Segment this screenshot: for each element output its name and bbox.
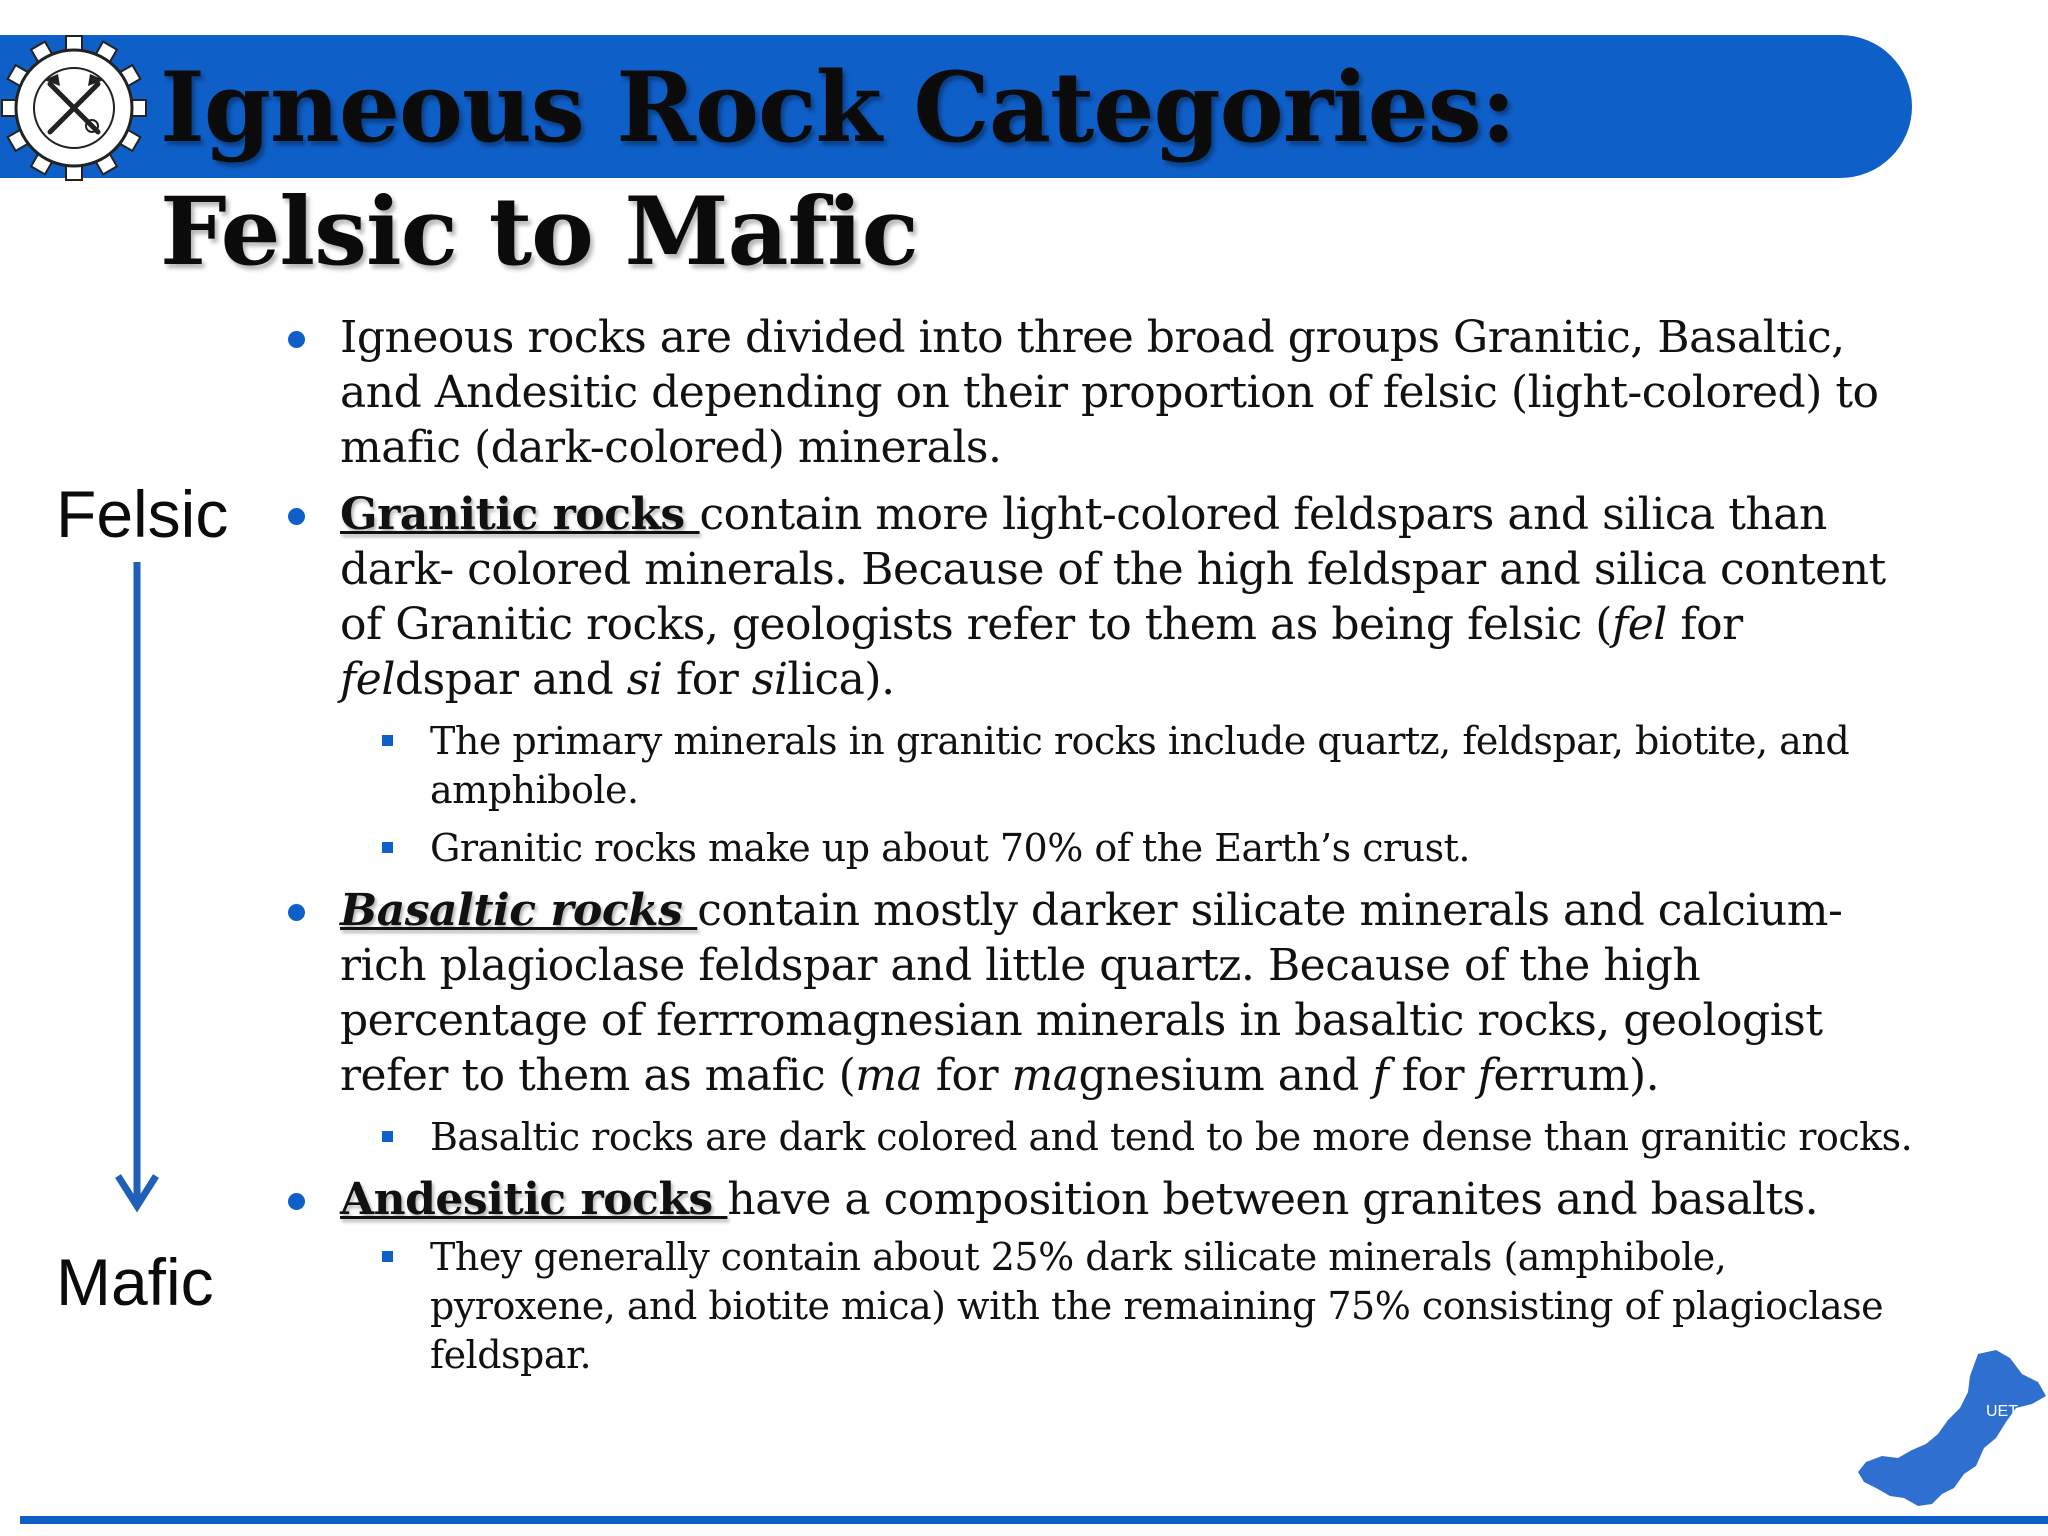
basaltic-text: for <box>922 1050 1012 1101</box>
term-basaltic-rocks: Basaltic rocks <box>340 885 698 936</box>
italic-f: f <box>1372 1050 1389 1101</box>
italic-fel: fel <box>340 654 395 705</box>
basaltic-text: for <box>1388 1050 1478 1101</box>
footer-rule <box>20 1516 2048 1524</box>
granitic-text: contain more light-colored feldspars and silica than dark- colored minerals. Because of the high feldspar and silica content of Granitic rocks, geologists refer to them as being felsic ( <box>340 489 1886 650</box>
down-arrow-icon <box>112 562 162 1214</box>
italic-fel: fel <box>1611 599 1667 650</box>
sub-bullet-granitic-minerals: The primary minerals in granitic rocks include quartz, feldspar, biotite, and amphibole. <box>276 717 1916 815</box>
andesitic-text: have a composition between granites and basalts. <box>727 1174 1819 1225</box>
bullet-basaltic <box>276 883 1916 1103</box>
italic-f: f <box>1477 1050 1494 1101</box>
granitic-text: dspar and <box>394 654 627 705</box>
italic-ma: ma <box>855 1050 923 1101</box>
sub-bullet-basaltic-density: Basaltic rocks are dark colored and tend to be more dense than granitic rocks. <box>276 1113 1916 1162</box>
page-subtitle: Felsic to Mafic <box>160 177 918 287</box>
italic-si: si <box>626 654 663 705</box>
italic-ma: ma <box>1011 1050 1079 1101</box>
basaltic-text: gnesium and <box>1078 1050 1373 1101</box>
bullet-intro: Igneous rocks are divided into three broad groups Granitic, Basaltic, and Andesitic depending on their proportion of felsic (light-colored) to mafic (dark-colored) minerals. <box>276 310 1916 475</box>
bullet-list <box>276 310 1916 1380</box>
basaltic-text: errum). <box>1493 1050 1660 1101</box>
bullet-granitic <box>276 487 1916 707</box>
granitic-text: for <box>1666 599 1743 650</box>
basaltic-text: contain mostly darker silicate minerals and calcium-rich plagioclase feldspar and little quartz. Because of the high percentage of ferrromagnesian minerals in basaltic rocks, geologist refer to them as mafic ( <box>340 885 1843 1101</box>
term-granitic-rocks: Granitic rocks <box>340 489 700 540</box>
bullet-andesitic <box>276 1172 1916 1227</box>
italic-si: si <box>751 654 788 705</box>
department-gear-seal-icon <box>0 34 148 182</box>
map-label: UET <box>1986 1403 2018 1420</box>
page-title: Igneous Rock Categories: <box>160 51 1516 164</box>
granitic-text: lica). <box>787 654 895 705</box>
scale-label-mafic: Mafic <box>56 1245 214 1319</box>
scale-label-felsic: Felsic <box>56 477 229 551</box>
sub-bullet-andesitic-composition: They generally contain about 25% dark silicate minerals (amphibole, pyroxene, and biotite mica) with the remaining 75% consisting of plagioclase feldspar. <box>276 1233 1916 1380</box>
pakistan-map-icon <box>1856 1348 2048 1510</box>
granitic-text: for <box>662 654 752 705</box>
sub-bullet-granitic-crust: Granitic rocks make up about 70% of the Earth’s crust. <box>276 824 1916 873</box>
term-andesitic-rocks: Andesitic rocks <box>340 1174 728 1225</box>
